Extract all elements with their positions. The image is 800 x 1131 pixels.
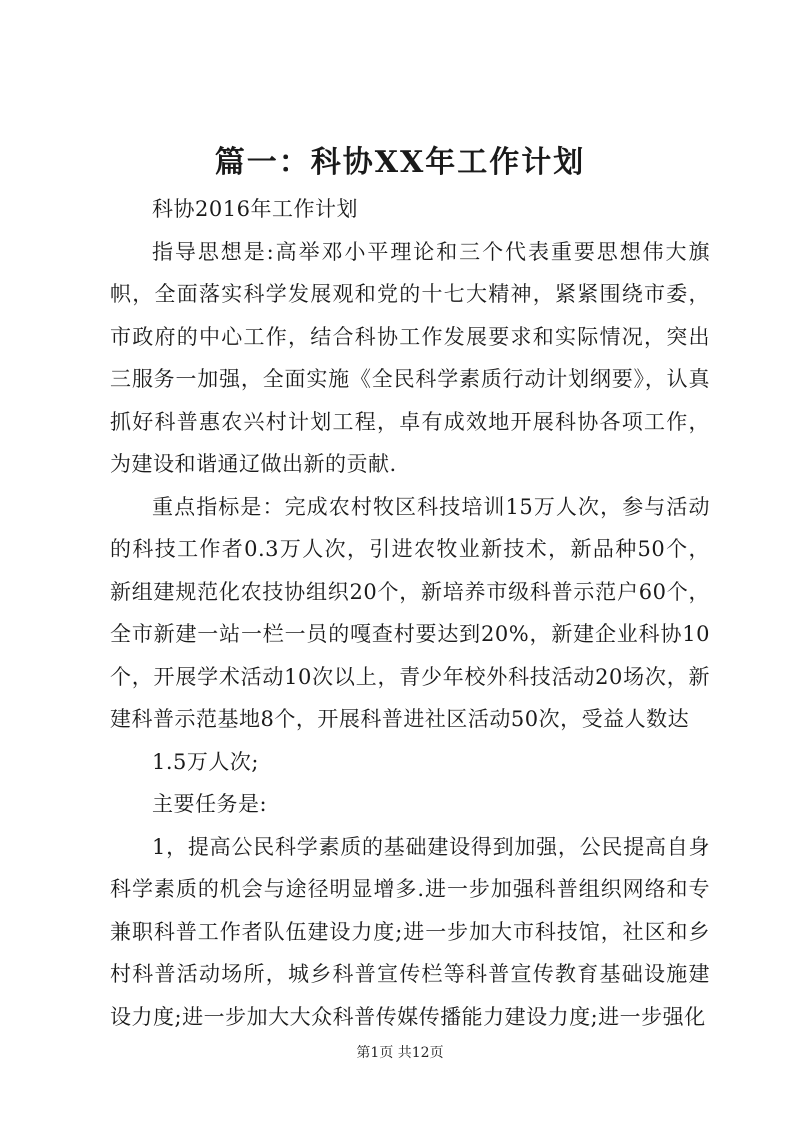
document-title: 篇一：科协XX年工作计划 [214, 145, 586, 180]
paragraph-guiding-ideology: 指导思想是:高举邓小平理论和三个代表重要思想伟大旗帜，全面落实科学发展观和党的十七大精神，紧紧围绕市委，市政府的中心工作，结合科协工作发展要求和实际情况，突出三服务一加强，全面实施《全民科学素质行动计划纲要》，认真抓好科普惠农兴村计划工程，卓有成效地开展科协各项工作，为建设和谐通辽做出新的贡献. [110, 239, 710, 476]
paragraph-main-tasks-heading: 主要任务是: [152, 792, 268, 816]
paragraph-task-1: 1，提高公民科学素质的基础建设得到加强，公民提高自身科学素质的机会与途径明显增多.进一步加强科普组织网络和专兼职科普工作者队伍建设力度;进一步加大市科技馆，社区和乡村科普活动场所，城乡科普宣传栏等科普宣传教育基础设施建设力度;进一步加大大众科普传媒传播能力建设力度;进一步强化 [110, 834, 710, 1029]
page-footer: 第1页 共12页 [356, 1045, 444, 1061]
document-body [110, 188, 710, 1038]
paragraph-beneficiaries: 1.5万人次; [152, 749, 259, 774]
paragraph-subtitle: 科协2016年工作计划 [152, 197, 358, 221]
paragraph-key-indicators: 重点指标是：完成农村牧区科技培训15万人次，参与活动的科技工作者0.3万人次，引进农牧业新技术，新品种50个，新组建规范化农技协组织20个，新培养市级科普示范户60个，全市新建一站一栏一员的嘎查村要达到20%，新建企业科协10个，开展学术活动10次以上，青少年校外科技活动20场次，新建科普示范基地8个，开展科普进社区活动50次，受益人数达 [110, 494, 710, 731]
